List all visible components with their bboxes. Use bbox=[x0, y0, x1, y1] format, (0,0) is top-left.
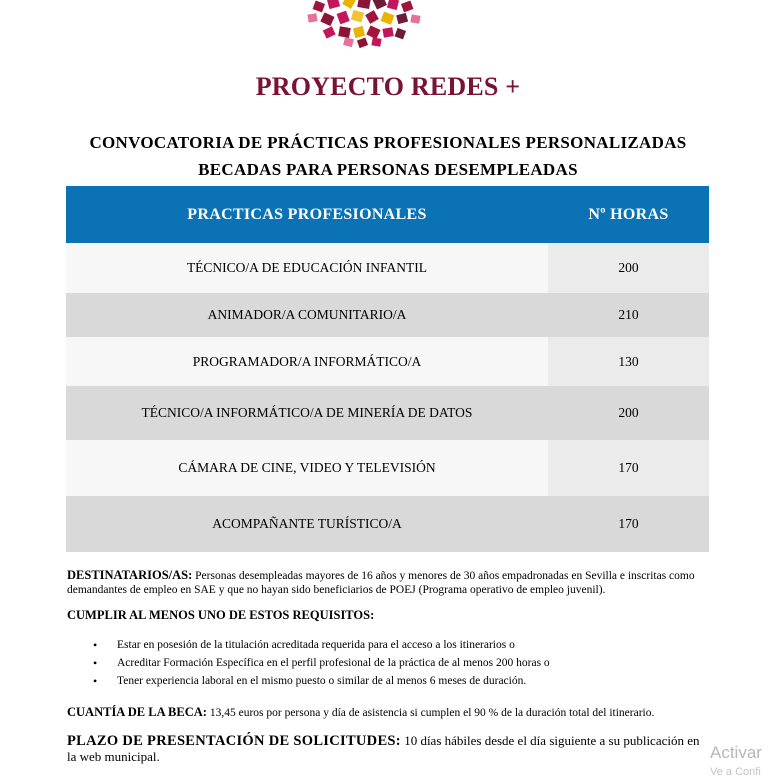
practice-name: ACOMPAÑANTE TURÍSTICO/A bbox=[66, 496, 548, 552]
plazo-text: 10 días hábiles desde el día siguiente a su publicación en la web municipal. bbox=[67, 733, 700, 764]
page-title: PROYECTO REDES + bbox=[255, 72, 521, 101]
list-item: • Estar en posesión de la titulación acreditada requerida para el acceso a los itinerarios o bbox=[93, 636, 550, 654]
cuantia-text: 13,45 euros por persona y día de asistencia si cumplen el 90 % de la duración total del itinerario. bbox=[209, 707, 655, 719]
destinatarios-paragraph bbox=[67, 568, 712, 597]
subtitle-line-1: CONVOCATORIA DE PRÁCTICAS PROFESIONALES PERSONALIZADAS bbox=[89, 133, 687, 152]
table-row bbox=[66, 337, 709, 386]
list-item: • Acreditar Formación Específica en el perfil profesional de la práctica de al menos 200 horas o bbox=[93, 654, 550, 672]
practice-name: TÉCNICO/A INFORMÁTICO/A DE MINERÍA DE DATOS bbox=[66, 386, 548, 440]
practice-name: TÉCNICO/A DE EDUCACIÓN INFANTIL bbox=[66, 243, 548, 293]
cuantia-label: CUANTÍA DE LA BECA: bbox=[67, 705, 207, 719]
table-row bbox=[66, 293, 709, 337]
logo-mosaic-icon bbox=[296, 0, 436, 48]
plazo-label: PLAZO DE PRESENTACIÓN DE SOLICITUDES: bbox=[67, 733, 401, 749]
column-header-practices: PRACTICAS PROFESIONALES bbox=[66, 186, 548, 243]
list-item: • Tener experiencia laboral en el mismo puesto o similar de al menos 6 meses de duración. bbox=[93, 672, 550, 690]
destinatarios-text: Personas desempleadas mayores de 16 años y menores de 30 años empadronadas en Sevilla e inscritas como demandantes de empleo en SAE y que no hayan sido beneficiarios de POEJ (Programa operativo de empleo juvenil). bbox=[67, 570, 695, 596]
requisitos-heading: CUMPLIR AL MENOS UNO DE ESTOS REQUISITOS: bbox=[67, 608, 375, 622]
table-row bbox=[66, 440, 709, 496]
table-row bbox=[66, 243, 709, 293]
proyecto-redes-logo bbox=[296, 0, 436, 48]
practice-name: PROGRAMADOR/A INFORMÁTICO/A bbox=[66, 337, 548, 386]
practice-hours: 170 bbox=[548, 440, 709, 496]
activation-watermark-subtext: Ve a Confi bbox=[710, 766, 761, 778]
destinatarios-label: DESTINATARIOS/AS: bbox=[67, 568, 193, 582]
table-header-row bbox=[66, 186, 709, 243]
practice-name: ANIMADOR/A COMUNITARIO/A bbox=[66, 293, 548, 337]
activation-watermark: Activar bbox=[710, 743, 762, 762]
subtitle-line-2: BECADAS PARA PERSONAS DESEMPLEADAS bbox=[198, 160, 578, 179]
practices-table bbox=[66, 186, 709, 552]
practice-hours: 130 bbox=[548, 337, 709, 386]
practice-hours: 210 bbox=[548, 293, 709, 337]
practice-name: CÁMARA DE CINE, VIDEO Y TELEVISIÓN bbox=[66, 440, 548, 496]
table-row bbox=[66, 496, 709, 552]
practice-hours: 170 bbox=[548, 496, 709, 552]
cuantia-paragraph bbox=[67, 705, 712, 720]
column-header-hours: Nº HORAS bbox=[548, 186, 709, 243]
practice-hours: 200 bbox=[548, 386, 709, 440]
page-subtitle bbox=[0, 129, 776, 183]
plazo-paragraph bbox=[67, 733, 712, 765]
practice-hours: 200 bbox=[548, 243, 709, 293]
requisitos-list bbox=[93, 636, 550, 690]
table-row bbox=[66, 386, 709, 440]
